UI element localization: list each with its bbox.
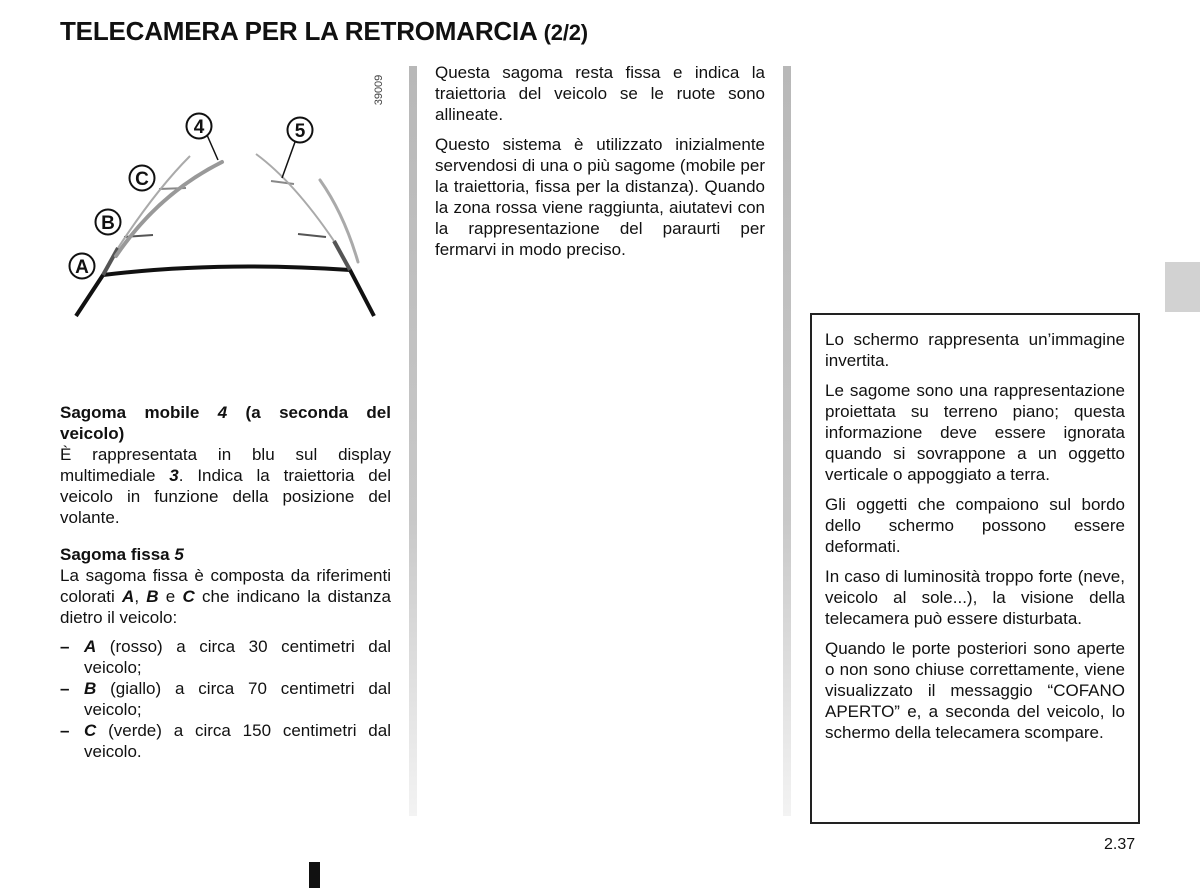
list-dash: –: [60, 637, 70, 656]
callout-5-label: 5: [294, 121, 306, 142]
fixed-guide-heading: [60, 544, 391, 565]
callout-a: [70, 254, 95, 279]
print-mark: [309, 862, 320, 888]
figure-code: 39009: [373, 74, 385, 106]
callout-4: [187, 114, 212, 139]
mobile-text-2: . Indica la traiettoria del veicolo in funzione della posizione del volante.: [60, 466, 391, 527]
yellow-zone-marks-b: [124, 234, 326, 237]
mobile-heading-suffix: (a seconda del veicolo): [60, 403, 391, 443]
parking-camera-diagram: [58, 66, 398, 326]
red-zone-line-a: [76, 266, 374, 316]
list-item-ref: A: [84, 637, 97, 656]
ref-a: A: [122, 587, 135, 606]
list-item: [60, 678, 391, 720]
list-item-text: (giallo) a circa 70 centimetri dal veicolo;: [84, 679, 391, 719]
fixed-heading-prefix: Sagoma fissa: [60, 545, 175, 564]
note-paragraph-5: Quando le porte posteriori sono aperte o non sono chiuse correttamente, viene visualizzato il messaggio “COFANO APERTO” e, a seconda del veicolo, lo schermo della telecamera scompare.: [825, 639, 1125, 742]
fixed-text-2: che indicano la distanza dietro il veicolo:: [60, 587, 391, 627]
middle-column: [435, 62, 765, 269]
list-item: [60, 720, 391, 762]
callout-a-label: A: [75, 257, 89, 278]
callout-4-label: 4: [193, 117, 205, 138]
page-number: 2.37: [1104, 836, 1136, 853]
note-paragraph-3: Gli oggetti che compaiono sul bordo dello schermo possono essere deformati.: [825, 495, 1125, 556]
mobile-guide-section: [60, 402, 391, 528]
list-dash: –: [60, 679, 70, 698]
callout-b-label: B: [101, 213, 115, 234]
callout-b: [96, 210, 121, 235]
note-paragraph-4: In caso di luminosità troppo forte (neve, veicolo al sole...), la visione della telecamera può essere disturbata.: [825, 567, 1125, 628]
middle-paragraph-1: Questa sagoma resta fissa e indica la traiettoria del veicolo se le ruote sono allineate.: [435, 63, 765, 124]
section-tab: [1165, 262, 1200, 312]
callout-c-label: C: [135, 169, 149, 190]
fixed-heading-ref: 5: [174, 545, 184, 564]
ref-c: C: [182, 587, 195, 606]
page-title-text: TELECAMERA PER LA RETROMARCIA: [60, 16, 537, 46]
column-separator-right: [783, 66, 791, 816]
note-paragraph-1: Lo schermo rappresenta un’immagine invertita.: [825, 330, 1125, 370]
fixed-text-1: La sagoma fissa è composta da riferimenti colorati: [60, 566, 391, 606]
list-item-ref: C: [84, 721, 97, 740]
leader-lines: [207, 135, 295, 178]
list-item-text: (rosso) a circa 30 centimetri dal veicolo;: [84, 637, 391, 677]
mobile-heading-prefix: Sagoma mobile: [60, 403, 218, 422]
callout-c: [130, 166, 155, 191]
list-item-ref: B: [84, 679, 97, 698]
list-item-text: (verde) a circa 150 centimetri dal veicolo.: [84, 721, 391, 761]
column-separator-left: [409, 66, 417, 816]
distance-list: [60, 636, 391, 762]
list-dash: –: [60, 721, 70, 740]
list-item: [60, 636, 391, 678]
note-box: [810, 313, 1140, 824]
fixed-guide-right: [256, 154, 350, 270]
mobile-text-1: È rappresentata in blu sul display multimediale: [60, 445, 391, 485]
left-column: [60, 402, 391, 762]
fixed-guide-section: [60, 544, 391, 628]
mobile-text-ref: 3: [169, 466, 179, 485]
mobile-heading-ref: 4: [217, 403, 228, 422]
ref-separator-2: e: [158, 587, 183, 606]
ref-separator-1: ,: [134, 587, 147, 606]
page-part-indicator: (2/2): [543, 20, 588, 45]
callout-5: [288, 118, 313, 143]
middle-paragraph-2: Questo sistema è utilizzato inizialmente servendosi di una o più sagome (mobile per la traiettoria, fissa per la distanza). Quando la zona rossa viene raggiunta, aiutatevi con la rappresentazione del paraurti per fermarvi in modo preciso.: [435, 135, 765, 259]
ref-b: B: [146, 587, 159, 606]
note-paragraph-2: Le sagome sono una rappresentazione proiettata su terreno piano; questa informazione deve essere ignorata quando si sovrappone a un oggetto verticale o appoggiato a terra.: [825, 381, 1125, 484]
page-title: [60, 16, 588, 47]
mobile-guide-heading: [60, 402, 391, 444]
